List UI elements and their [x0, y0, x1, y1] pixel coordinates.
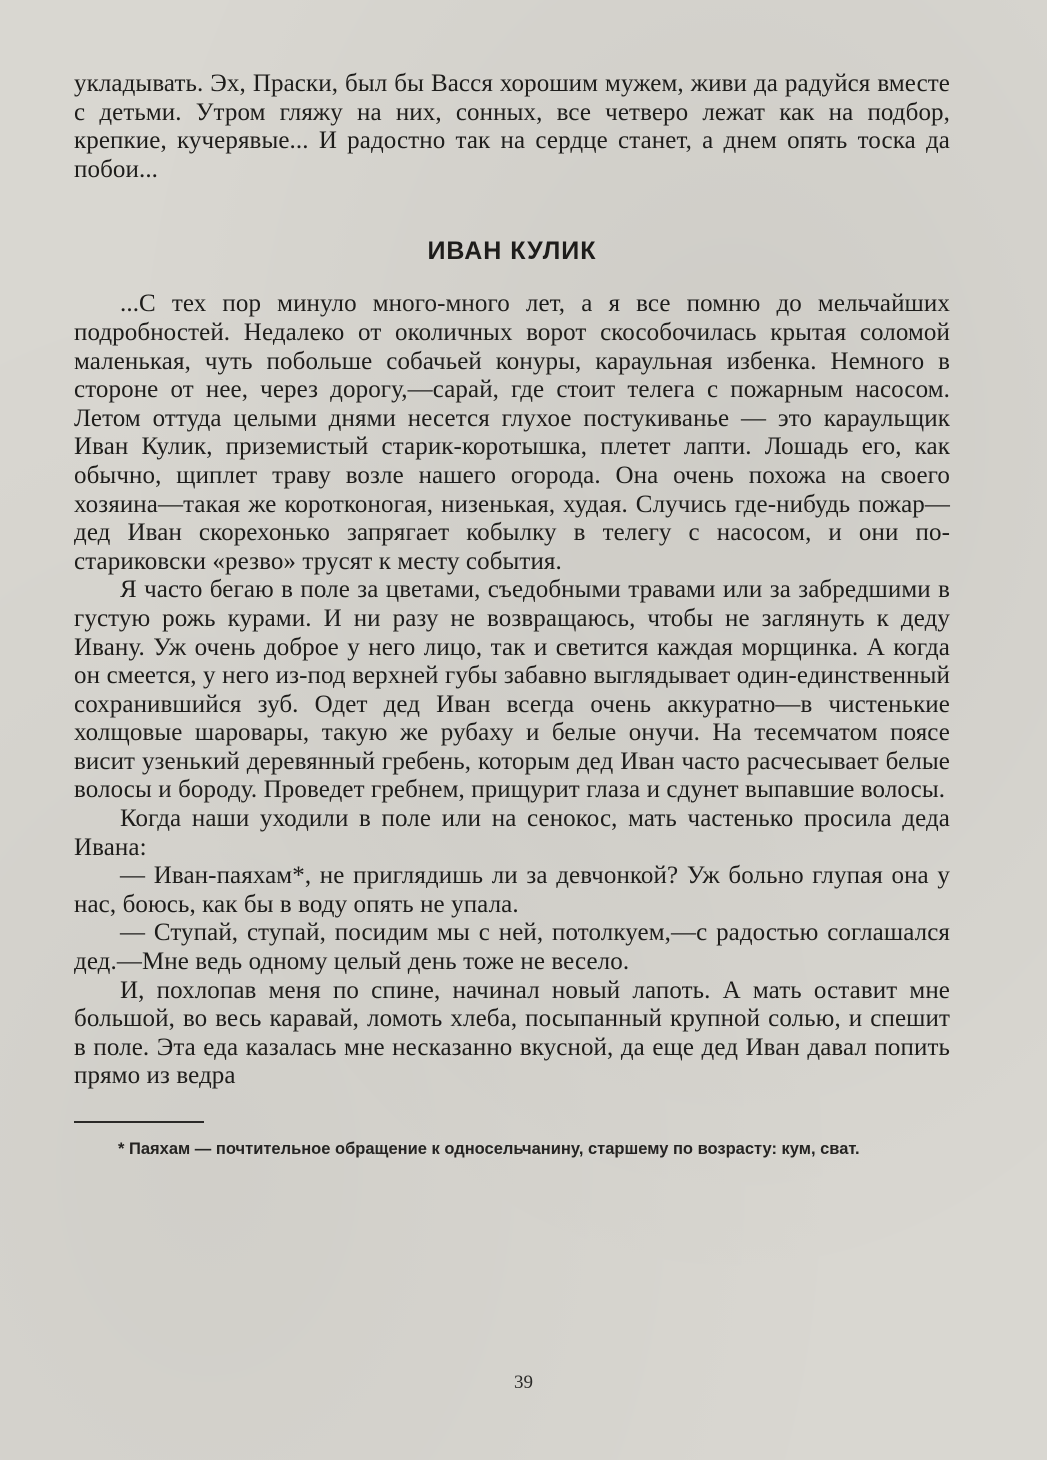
body-paragraph-1: ...С тех пор минуло много-много лет, а я все помню до мельчайших подробностей. Недалеко от околичных ворот скособочилась крытая соломой маленькая, чуть побольше собачьей конуры, караульная избенка. Немного в стороне от нее, через дорогу,—сарай, где стоит телега с пожарным насосом. Летом оттуда целыми днями несется глухое постукиванье — это караульщик Иван Кулик, приземистый старик-коротышка, плетет лапти. Лошадь его, как обычно, щиплет траву возле нашего огорода. Она очень похожа на своего хозяина—такая же коротконогая, низенькая, худая. Случись где-нибудь пожар—дед Иван скорехонько запрягает кобылку в телегу с насосом, и они по-стариковски «резво» трусят к месту события.	[74, 290, 950, 575]
body-paragraph-4: И, похлопав меня по спине, начинал новый лапоть. А мать оставит мне большой, во весь каравай, ломоть хлеба, посыпанный крупной солью, и спешит в поле. Эта еда казалась мне несказанно вкусной, да еще дед Иван давал попить прямо из ведра	[74, 976, 950, 1090]
dialogue-paragraph-2: — Ступай, ступай, посидим мы с ней, потолкуем,—с радостью соглашался дед.—Мне ведь одному целый день тоже не весело.	[74, 919, 950, 976]
body-paragraph-3: Когда наши уходили в поле или на сенокос, мать частенько просила деда Ивана:	[74, 805, 950, 861]
footnote-rule	[74, 1121, 204, 1123]
intro-paragraph: укладывать. Эх, Праски, был бы Васся хорошим мужем, живи да радуйся вместе с детьми. Утром гляжу на них, сонных, все четверо лежат как на подбор, крепкие, кучерявые... И радостно так на сердце станет, а днем опять тоска да побои...	[74, 70, 950, 183]
section-title: ИВАН КУЛИК	[427, 237, 597, 266]
body-paragraph-2: Я часто бегаю в поле за цветами, съедобными травами или за забредшими в густую рожь курами. И ни разу не возвращаюсь, чтобы не заглянуть к деду Ивану. Уж очень доброе у него лицо, так и светится каждая морщинка. А когда он смеется, у него из-под верхней губы забавно выглядывает один-единственный сохранившийся зуб. Одет дед Иван всегда очень аккуратно—в чистенькие холщовые шаровары, такую же рубаху и белые онучи. На тесемчатом поясе висит узенький деревянный гребень, которым дед Иван часто расчесывает белые волосы и бороду. Проведет гребнем, прищурит глаза и сдунет выпавшие волосы.	[74, 576, 950, 804]
page-number: 39	[514, 1372, 533, 1393]
dialogue-paragraph-1: — Иван-паяхам*, не приглядишь ли за девчонкой? Уж больно глупая она у нас, боюсь, как бы в воду опять не упала.	[74, 862, 950, 918]
footnote: * Паяхам — почтительное обращение к односельчанину, старшему по возрасту: кум, сват.	[118, 1140, 860, 1158]
text-column	[74, 70, 950, 1161]
